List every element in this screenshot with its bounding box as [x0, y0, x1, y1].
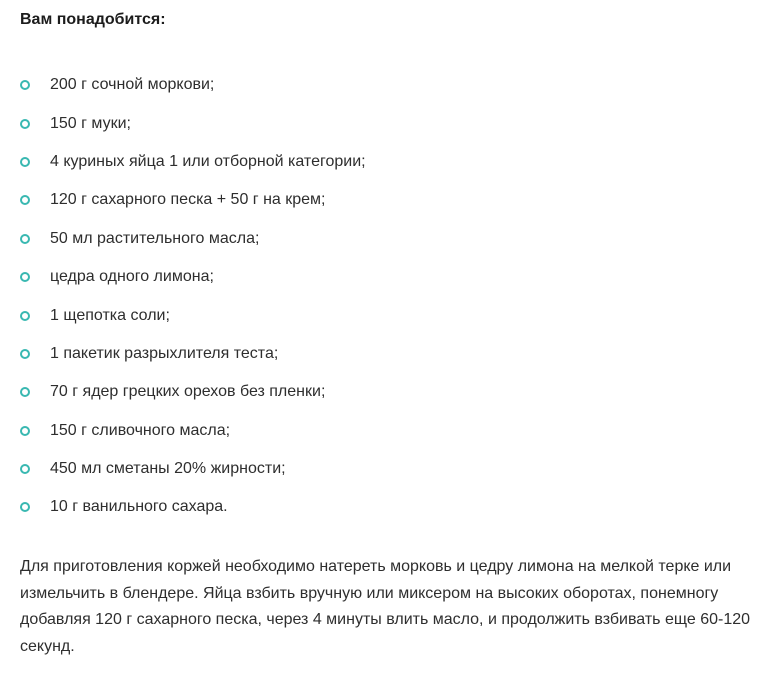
list-item — [0, 412, 768, 450]
circle-bullet-icon — [20, 119, 30, 129]
circle-bullet-icon — [20, 349, 30, 359]
instructions-paragraph: Для приготовления коржей необходимо натереть морковь и цедру лимона на мелкой терке или измельчить в блендере. Яйца взбить вручную или миксером на высоких оборотах, понемногу добавляя 120 г сахарного песка, через 4 минуты влить масло, и продолжить взбивать еще 60-120 секунд. — [20, 558, 751, 655]
list-item — [0, 450, 768, 488]
circle-bullet-icon — [20, 234, 30, 244]
list-item — [0, 296, 768, 334]
ingredient-text: 1 пакетик разрыхлителя теста; — [50, 344, 279, 362]
ingredient-text: цедра одного лимона; — [50, 268, 214, 286]
ingredient-text: 70 г ядер грецких орехов без пленки; — [50, 383, 326, 401]
circle-bullet-icon — [20, 311, 30, 321]
list-item — [0, 335, 768, 373]
ingredient-text: 450 мл сметаны 20% жирности; — [50, 460, 286, 478]
circle-bullet-icon — [20, 272, 30, 282]
list-item — [0, 181, 768, 219]
circle-bullet-icon — [20, 464, 30, 474]
ingredients-list — [0, 66, 768, 527]
circle-bullet-icon — [20, 80, 30, 90]
list-item — [0, 488, 768, 526]
circle-bullet-icon — [20, 426, 30, 436]
ingredient-text: 150 г муки; — [50, 114, 131, 132]
ingredient-text: 200 г сочной моркови; — [50, 76, 215, 94]
circle-bullet-icon — [20, 502, 30, 512]
ingredients-heading: Вам понадобится: — [20, 11, 166, 28]
ingredient-text: 150 г сливочного масла; — [50, 421, 231, 439]
circle-bullet-icon — [20, 195, 30, 205]
list-item — [0, 66, 768, 104]
ingredient-text: 120 г сахарного песка + 50 г на крем; — [50, 191, 326, 209]
circle-bullet-icon — [20, 387, 30, 397]
list-item — [0, 258, 768, 296]
ingredient-text: 10 г ванильного сахара. — [50, 498, 228, 516]
list-item — [0, 373, 768, 411]
ingredient-text: 1 щепотка соли; — [50, 306, 170, 324]
ingredient-text: 50 мл растительного масла; — [50, 229, 260, 247]
list-item — [0, 104, 768, 142]
ingredient-text: 4 куриных яйца 1 или отборной категории; — [50, 152, 366, 170]
list-item — [0, 220, 768, 258]
list-item — [0, 143, 768, 181]
circle-bullet-icon — [20, 157, 30, 167]
